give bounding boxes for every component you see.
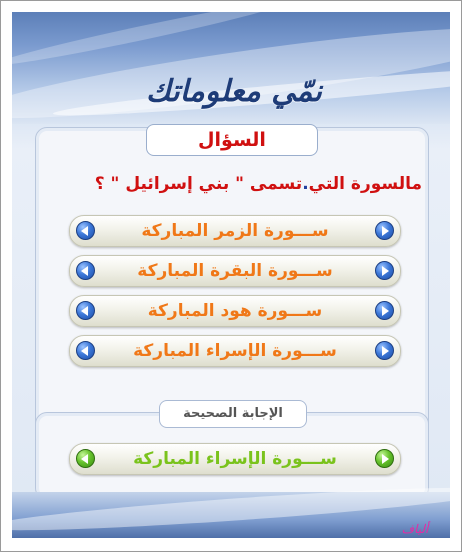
arrow-right-icon bbox=[375, 449, 394, 468]
arrow-right-icon bbox=[375, 221, 394, 240]
option-label: ســـورة الإسراء المباركة bbox=[133, 341, 337, 361]
question-text bbox=[40, 174, 422, 202]
arrow-left-icon bbox=[76, 449, 95, 468]
question-title: السؤال bbox=[146, 124, 318, 156]
arrow-left-icon bbox=[76, 221, 95, 240]
option-label: ســـورة الزمر المباركة bbox=[141, 221, 329, 241]
option-button-2[interactable] bbox=[69, 255, 401, 287]
arrow-left-icon bbox=[76, 301, 95, 320]
option-label: ســـورة البقرة المباركة bbox=[137, 261, 333, 281]
answer-title: الإجابة الصحيحة bbox=[159, 400, 307, 428]
question-text-part: تسمى " بني إسرائيل " ؟ bbox=[94, 174, 303, 194]
footer-wave bbox=[12, 492, 450, 538]
option-button-1[interactable] bbox=[69, 215, 401, 247]
option-button-4[interactable] bbox=[69, 335, 401, 367]
option-label: ســـورة هود المباركة bbox=[147, 301, 323, 321]
arrow-right-icon bbox=[375, 261, 394, 280]
option-button-3[interactable] bbox=[69, 295, 401, 327]
question-text-part: مالسورة التي bbox=[308, 174, 422, 194]
site-logo: نمّي معلوماتك bbox=[146, 74, 322, 109]
arrow-left-icon bbox=[76, 341, 95, 360]
arrow-right-icon bbox=[375, 341, 394, 360]
author-signature: ألياف bbox=[401, 522, 429, 536]
arrow-right-icon bbox=[375, 301, 394, 320]
question-separator: . bbox=[302, 174, 309, 194]
correct-answer-label: ســـورة الإسراء المباركة bbox=[133, 449, 337, 469]
correct-answer-button[interactable] bbox=[69, 443, 401, 475]
arrow-left-icon bbox=[76, 261, 95, 280]
header-banner bbox=[12, 12, 450, 124]
quiz-card bbox=[12, 12, 450, 538]
